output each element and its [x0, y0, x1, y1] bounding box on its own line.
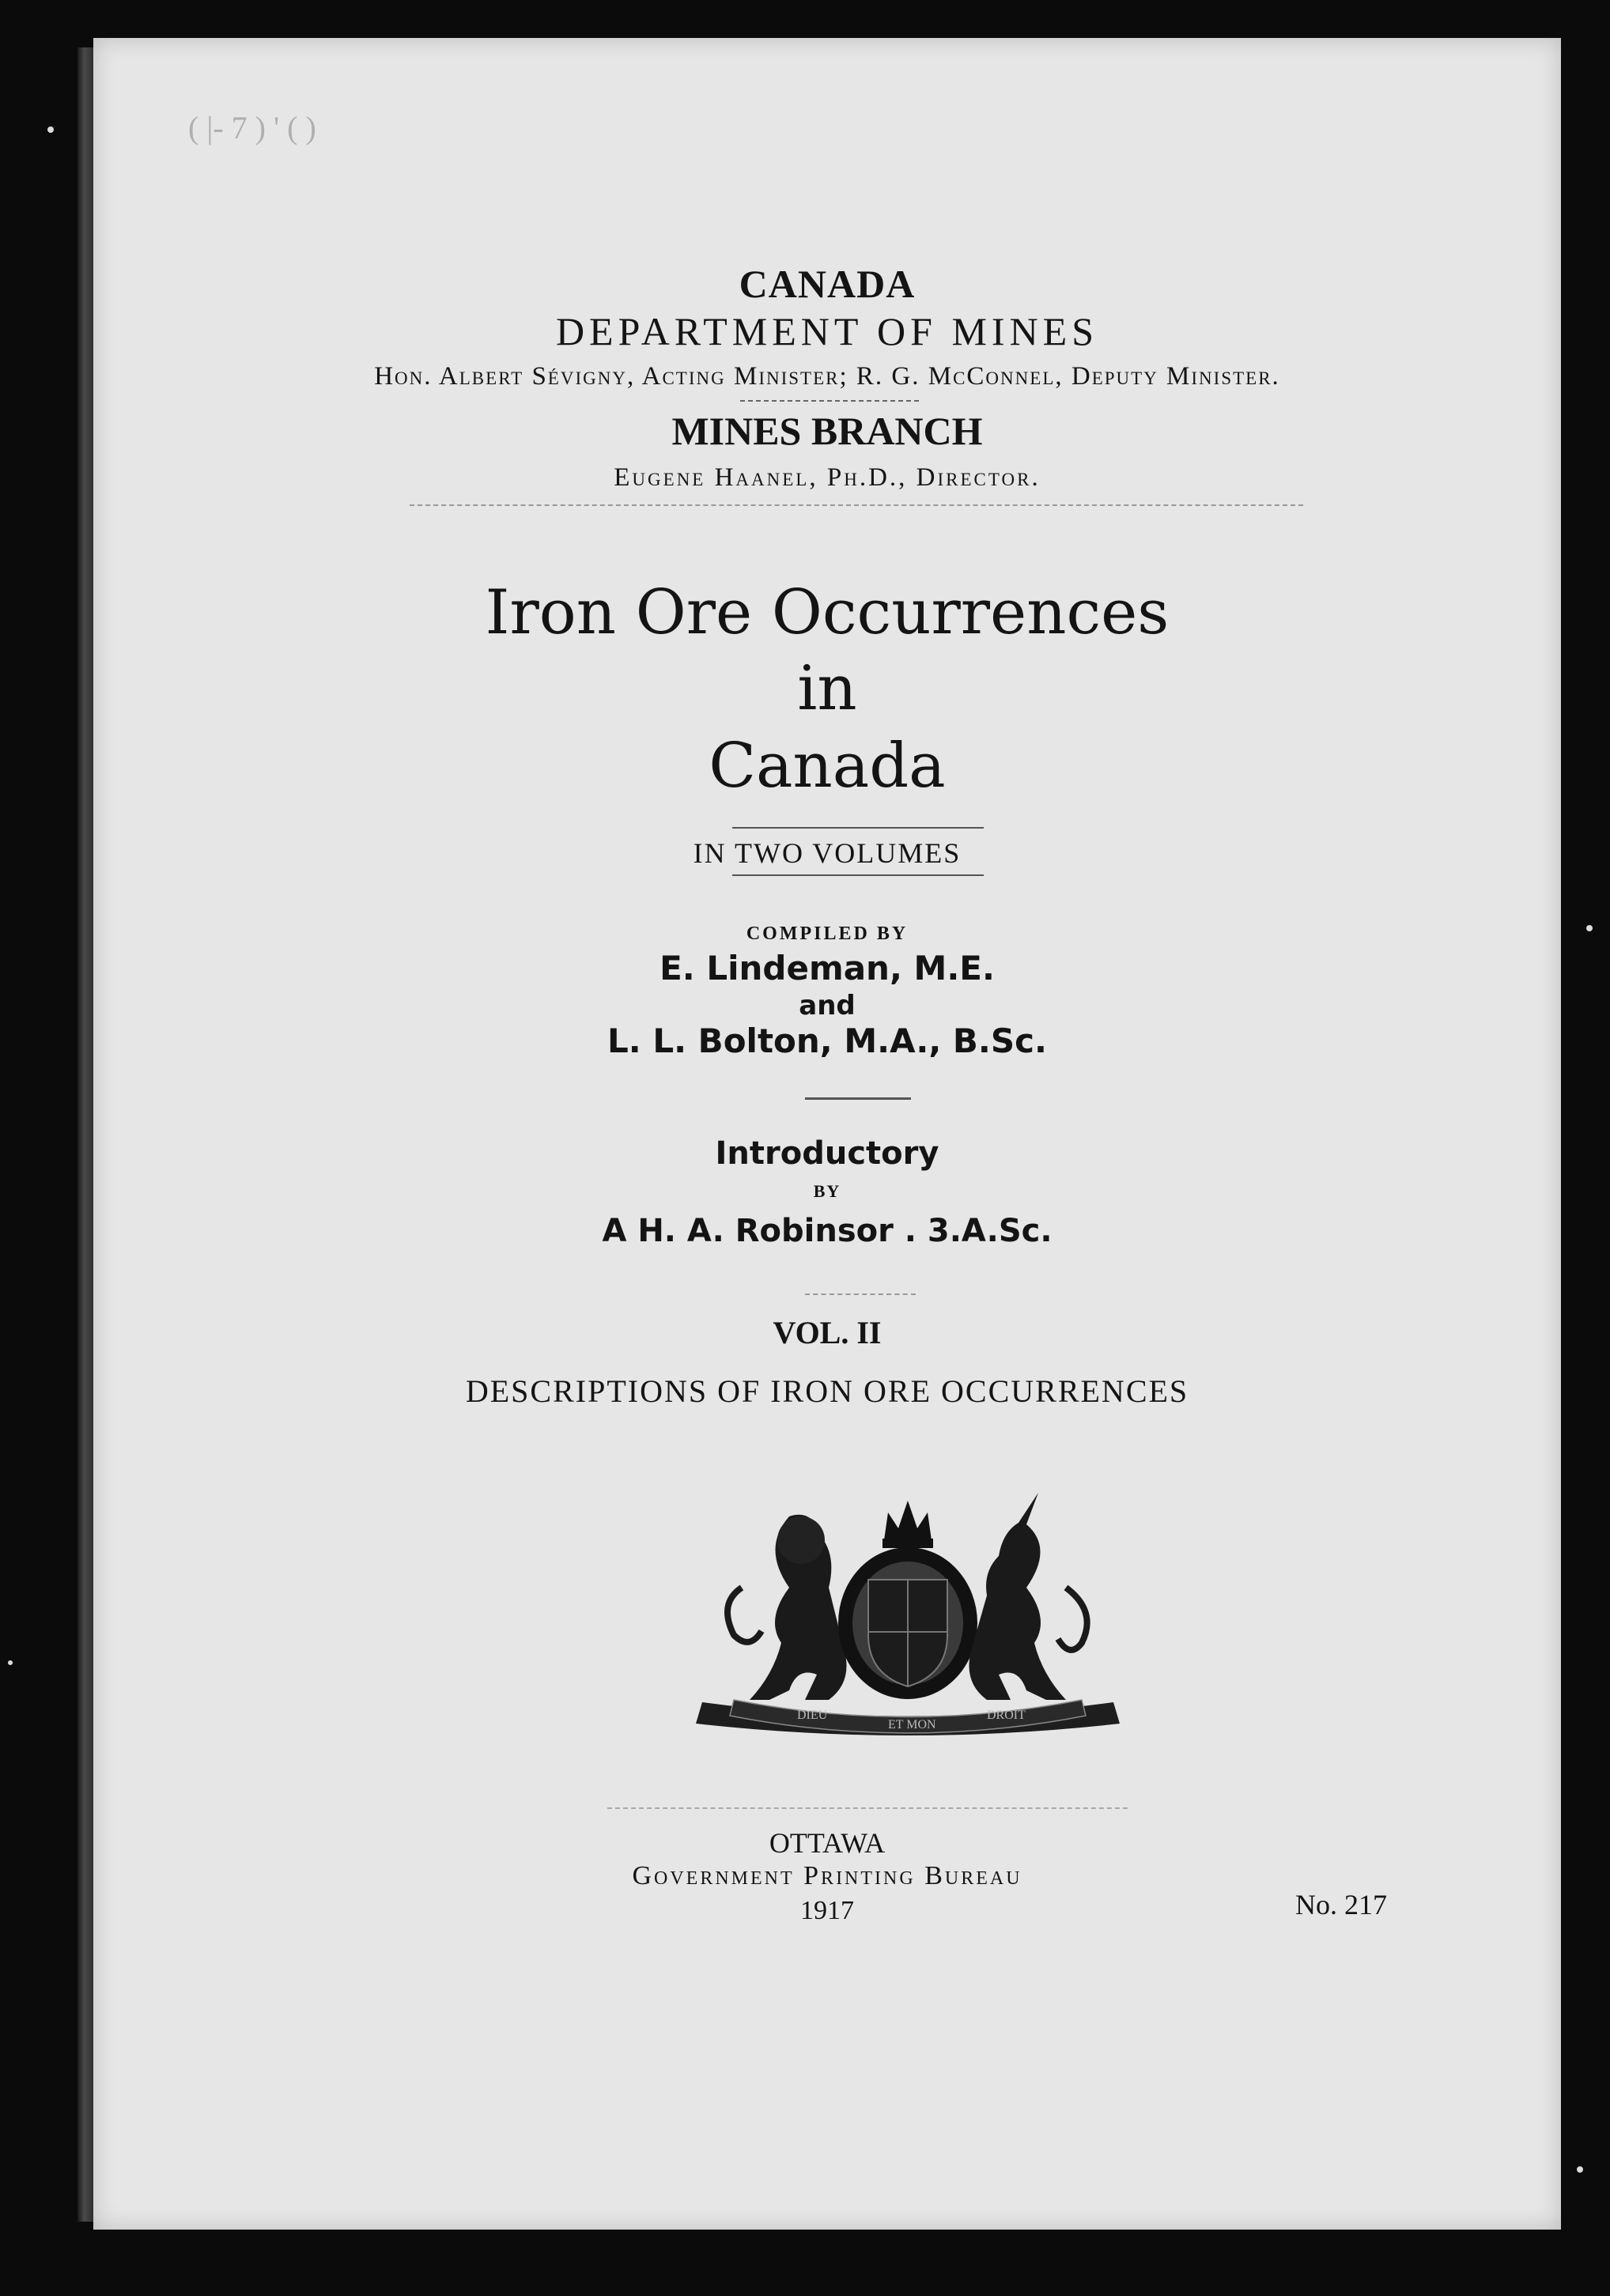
- imprint-city: OTTAWA: [769, 1827, 886, 1859]
- film-speck: [8, 1660, 13, 1665]
- author-conjunction: and: [799, 990, 856, 1021]
- introductory-by: BY: [813, 1181, 841, 1201]
- branch-heading: MINES BRANCH: [671, 409, 983, 453]
- volume-label: VOL. II: [773, 1315, 882, 1350]
- author-1: E. Lindeman, M.E.: [659, 949, 995, 988]
- film-speck: [1586, 925, 1593, 931]
- film-speck: [1577, 2166, 1583, 2173]
- title-page: [93, 38, 1561, 2230]
- author-2: L. L. Bolton, M.A., B.Sc.: [607, 1021, 1047, 1060]
- divider: [732, 827, 984, 829]
- motto-left: DIEU: [797, 1709, 828, 1722]
- book-spine-edge: [77, 47, 95, 2222]
- motto-right: DROIT: [987, 1709, 1026, 1722]
- divider: [732, 874, 984, 876]
- imprint-printer: Government Printing Bureau: [632, 1861, 1022, 1890]
- title-line-1: Iron Ore Occurrences: [485, 577, 1170, 648]
- compiled-by-label: COMPILED BY: [746, 923, 909, 944]
- title-line-3: Canada: [709, 731, 946, 802]
- film-speck: [47, 127, 54, 133]
- ministers-line: Hon. Albert Sévigny, Acting Minister; R. G. McConnel, Deputy Minister.: [374, 362, 1280, 391]
- imprint-year: 1917: [800, 1896, 854, 1925]
- divider: [805, 1097, 911, 1100]
- title-line-2: in: [797, 653, 857, 724]
- introductory-author: A H. A. Robinsor . 3.A.Sc.: [602, 1213, 1053, 1249]
- divider: [410, 504, 1303, 506]
- publication-number: No. 217: [1295, 1889, 1387, 1920]
- motto-middle: ET MON: [888, 1718, 936, 1731]
- divider: [740, 400, 919, 402]
- divider: [607, 1807, 1128, 1809]
- department-heading: DEPARTMENT OF MINES: [555, 309, 1099, 353]
- introductory-heading: Introductory: [715, 1135, 939, 1172]
- volumes-note: IN TWO VOLUMES: [693, 837, 962, 869]
- director-line: Eugene Haanel, Ph.D., Director.: [614, 463, 1041, 492]
- pencil-annotation: ( |- 7 ) ' ( ): [188, 110, 316, 145]
- divider: [805, 1293, 916, 1295]
- country-heading: CANADA: [739, 262, 916, 306]
- royal-coat-of-arms-emblem: [686, 1493, 1129, 1746]
- volume-subtitle: DESCRIPTIONS OF IRON ORE OCCURRENCES: [465, 1373, 1189, 1409]
